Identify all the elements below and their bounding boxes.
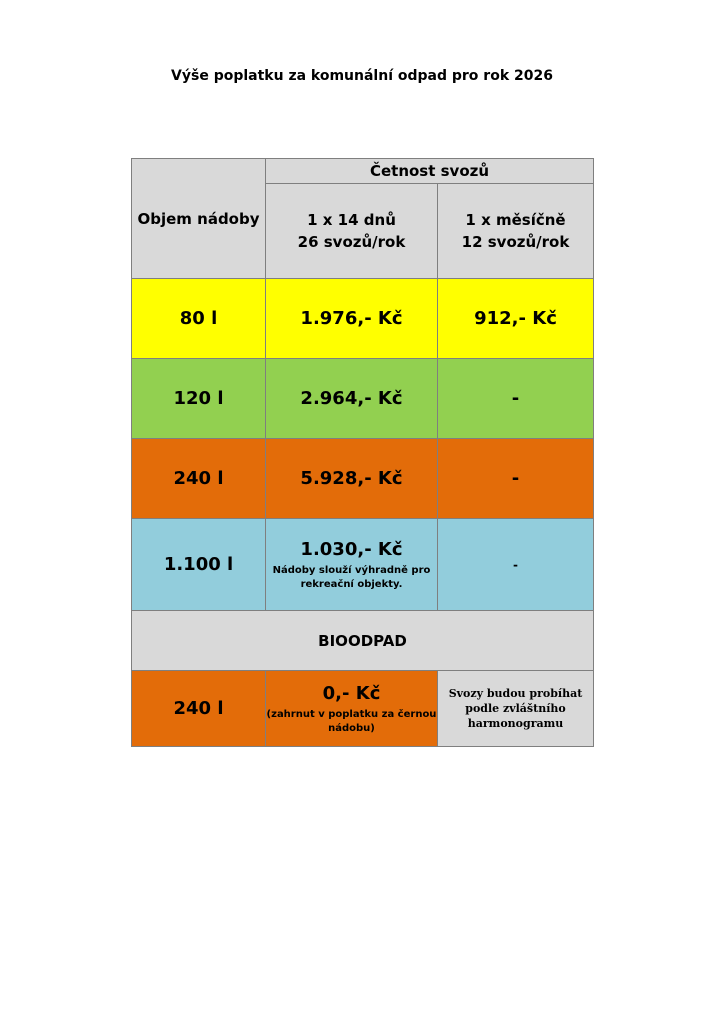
table-row-120l	[132, 359, 594, 439]
volume-cell: 240 l	[132, 671, 266, 747]
fee-table	[131, 158, 594, 747]
header-row-frequency	[132, 159, 594, 184]
bio-section-row	[132, 611, 594, 671]
monthly-price-cell: -	[438, 439, 594, 519]
monthly-header	[438, 184, 594, 279]
monthly-price-cell: -	[438, 359, 594, 439]
biweekly-header-line1: 1 x 14 dnů	[307, 211, 396, 229]
bio-section-label: BIOODPAD	[132, 611, 594, 671]
table-row-80l	[132, 279, 594, 359]
biweekly-price-cell: 2.964,- Kč	[266, 359, 438, 439]
biweekly-price: 1.030,- Kč	[300, 538, 403, 560]
table-row-240l	[132, 439, 594, 519]
biweekly-price-cell: 5.928,- Kč	[266, 439, 438, 519]
volume-header: Objem nádoby	[132, 159, 266, 279]
biweekly-header-line2: 26 svozů/rok	[297, 233, 406, 251]
table-row-1100l	[132, 519, 594, 611]
monthly-price-cell: 912,- Kč	[438, 279, 594, 359]
bio-price: 0,- Kč	[322, 682, 381, 704]
biweekly-price-cell	[266, 519, 438, 611]
monthly-price-cell: -	[438, 519, 594, 611]
volume-cell: 1.100 l	[132, 519, 266, 611]
biweekly-header	[266, 184, 438, 279]
bio-price-cell	[266, 671, 438, 747]
volume-cell: 240 l	[132, 439, 266, 519]
table-row-bio-240l	[132, 671, 594, 747]
bio-schedule-note: Svozy budou probíhat podle zvláštního harmonogramu	[438, 671, 594, 747]
volume-cell: 120 l	[132, 359, 266, 439]
volume-cell: 80 l	[132, 279, 266, 359]
document-title: Výše poplatku za komunální odpad pro rok 2026	[171, 68, 553, 84]
recreational-note: Nádoby slouží výhradně pro rekreační objekty.	[272, 564, 431, 590]
frequency-header: Četnost svozů	[266, 159, 594, 184]
monthly-header-line1: 1 x měsíčně	[465, 211, 566, 229]
bio-price-note: (zahrnut v poplatku za černou nádobu)	[266, 708, 437, 734]
monthly-header-line2: 12 svozů/rok	[461, 233, 570, 251]
biweekly-price-cell: 1.976,- Kč	[266, 279, 438, 359]
